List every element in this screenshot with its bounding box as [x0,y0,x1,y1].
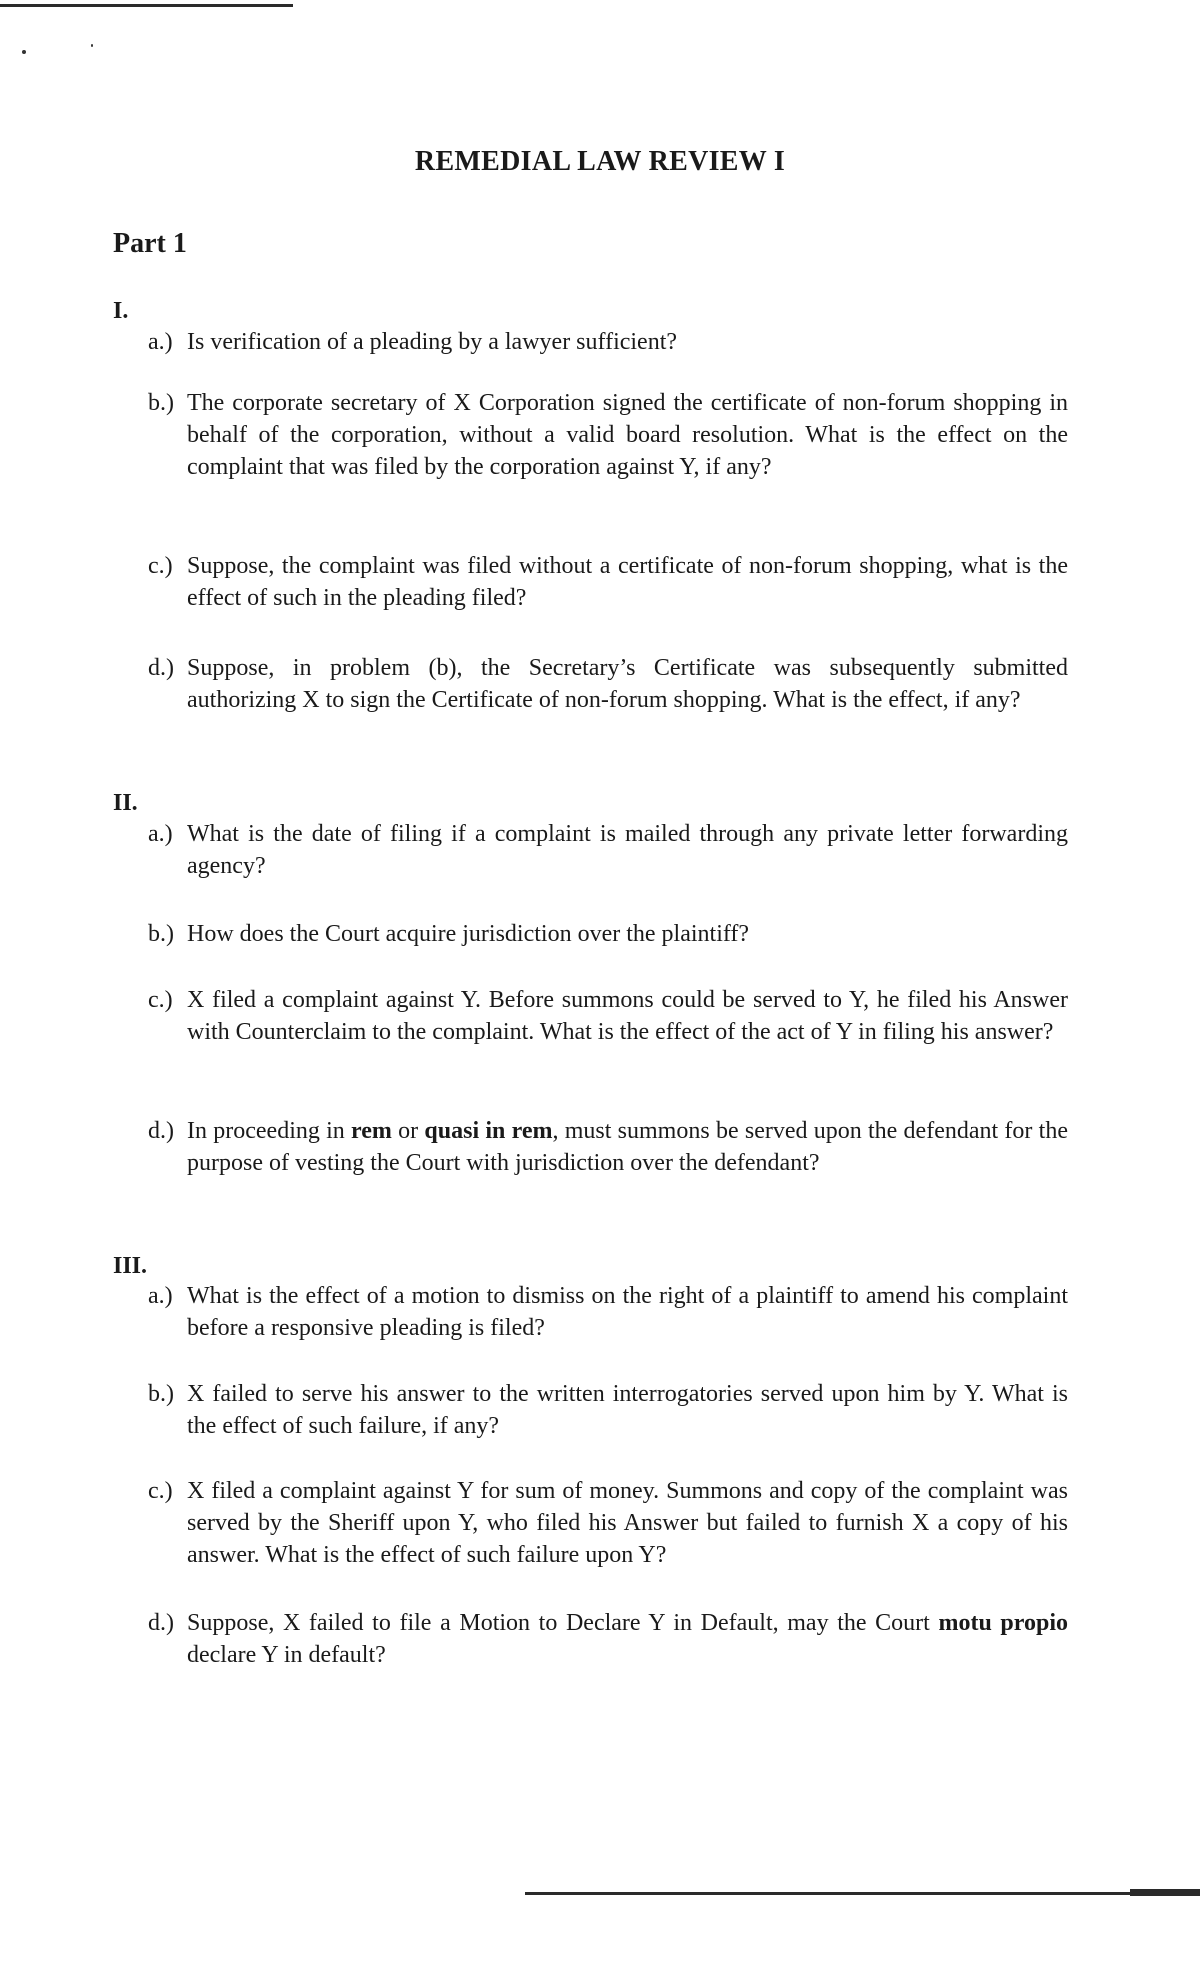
question-text: The corporate secretary of X Corporation signed the certificate of non-forum shopping in behalf of the corporation, without a valid board resolution. What is the effect on the complaint that was filed by the corporation against Y, if any? [187,390,1068,480]
question-ii-a [148,818,1068,882]
question-text: What is the date of filing if a complaint is mailed through any private letter forwarding agency? [187,821,1068,879]
question-text: How does the Court acquire jurisdiction over the plaintiff? [187,921,750,947]
question-text: X filed a complaint against Y for sum of money. Summons and copy of the complaint was served by the Sheriff upon Y, who filed his Answer but failed to furnish X a copy of his answer. What is the effect of such failure upon Y? [187,1478,1068,1568]
question-letter: b.) [148,1381,174,1407]
question-ii-d [148,1115,1068,1179]
question-ii-b [148,918,1068,950]
part-heading: Part 1 [113,228,187,259]
document-title: REMEDIAL LAW REVIEW I [414,146,786,177]
question-iii-a [148,1280,1068,1344]
question-text-part: , must summons be served upon the defendant for the purpose of vesting the Court with jurisdiction over the defendant? [187,1118,1068,1176]
scan-speck [91,44,93,47]
section-label-iii: III. [113,1253,148,1279]
question-letter: b.) [148,921,174,947]
question-text: What is the effect of a motion to dismiss on the right of a plaintiff to amend his complaint before a responsive pleading is filed? [187,1283,1068,1341]
question-text: Suppose, the complaint was filed without a certificate of non-forum shopping, what is the effect of such in the pleading filed? [187,553,1068,611]
question-text: X filed a complaint against Y. Before summons could be served to Y, he filed his Answer with Counterclaim to the complaint. What is the effect of the act of Y in filing his answer? [187,987,1068,1045]
question-emphasis-rem: rem [351,1118,392,1144]
question-text: X failed to serve his answer to the written interrogatories served upon him by Y. What is the effect of such failure, if any? [187,1381,1068,1439]
question-ii-c [148,984,1068,1048]
question-letter: c.) [148,1478,173,1504]
question-emphasis-motu-propio: motu propio [938,1610,1068,1636]
question-i-b [148,387,1068,483]
question-text-part: In proceeding in [187,1118,352,1144]
question-letter: d.) [148,1610,174,1636]
question-letter: a.) [148,1283,173,1309]
question-text: Is verification of a pleading by a lawyer sufficient? [187,329,678,355]
question-letter: d.) [148,1118,174,1144]
question-text: Suppose, in problem (b), the Secretary’s Certificate was subsequently submitted authorizing X to sign the Certificate of non-forum shopping. What is the effect, if any? [187,655,1068,713]
question-i-d [148,652,1068,716]
question-text [187,1607,1068,1671]
question-i-c [148,550,1068,614]
scan-speck [22,50,26,54]
question-letter: c.) [148,553,173,579]
question-iii-b [148,1378,1068,1442]
question-emphasis-quasi-in-rem: quasi in rem [424,1118,553,1144]
question-i-a [148,326,1068,358]
section-label-ii: II. [113,790,138,816]
bottom-rule-edge [1130,1889,1200,1896]
question-iii-d [148,1607,1068,1671]
bottom-rule [525,1892,1165,1895]
question-letter: d.) [148,655,174,681]
top-rule [0,4,293,7]
question-text-part: declare Y in default? [187,1642,386,1668]
question-text [187,1115,1068,1179]
question-text-part: or [391,1118,425,1144]
question-letter: a.) [148,821,173,847]
question-letter: b.) [148,390,174,416]
section-label-i: I. [113,298,129,324]
question-letter: a.) [148,329,173,355]
question-iii-c [148,1475,1068,1571]
question-letter: c.) [148,987,173,1013]
question-text-part: Suppose, X failed to file a Motion to Declare Y in Default, may the Court [187,1610,939,1636]
